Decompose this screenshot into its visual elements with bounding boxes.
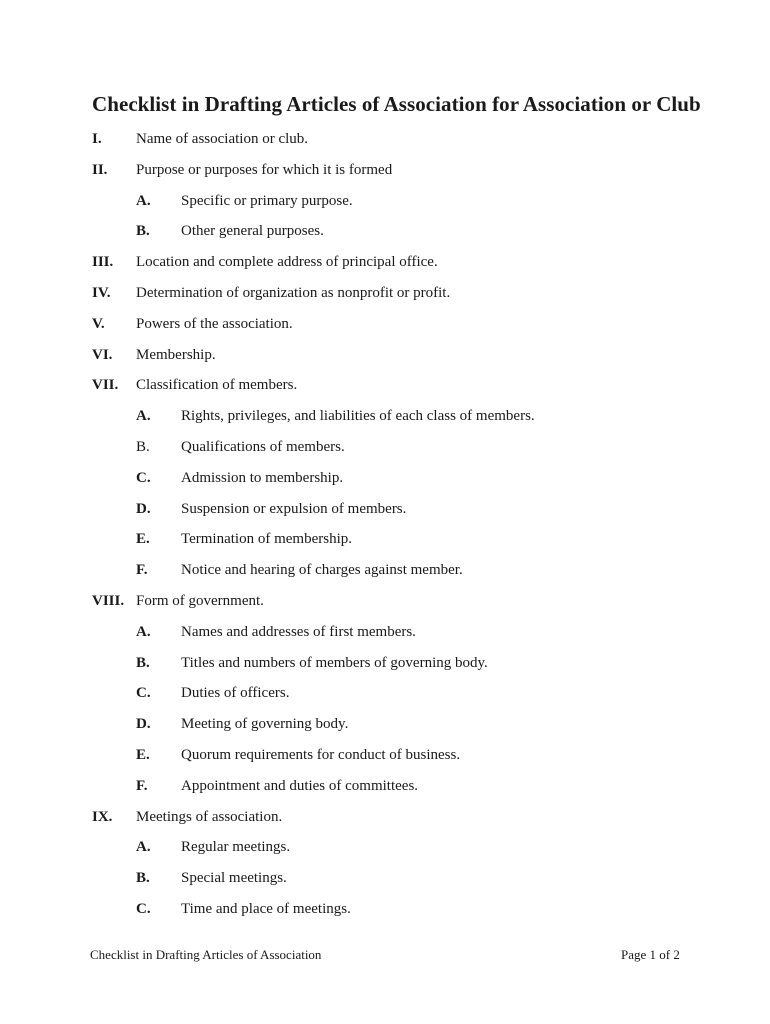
subitem-letter: A.	[136, 192, 151, 209]
subitem-letter: B.	[136, 870, 150, 887]
subitem-text: Other general purposes.	[181, 223, 324, 240]
subitem-text: Titles and numbers of members of governing body.	[181, 654, 488, 671]
subitem-letter: D.	[136, 716, 151, 733]
outline-subitem	[0, 744, 770, 775]
subitem-letter: F.	[136, 562, 148, 579]
item-text: Form of government.	[136, 592, 264, 609]
subitem-text: Names and addresses of first members.	[181, 623, 416, 640]
outline-subitem	[0, 867, 770, 898]
outline-subitem	[0, 836, 770, 867]
outline-item	[0, 590, 770, 621]
outline-item	[0, 128, 770, 159]
item-number: II.	[92, 161, 108, 178]
subitem-text: Qualifications of members.	[181, 438, 345, 455]
outline-item	[0, 159, 770, 190]
item-number: VII.	[92, 377, 119, 394]
subitem-letter: A.	[136, 408, 151, 425]
subitem-letter: A.	[136, 839, 151, 856]
subitem-text: Duties of officers.	[181, 685, 290, 702]
subitem-letter: C.	[136, 469, 151, 486]
outline-subitem	[0, 621, 770, 652]
outline-subitem	[0, 559, 770, 590]
item-text: Name of association or club.	[136, 131, 309, 147]
subitem-letter: E.	[136, 531, 150, 548]
subitem-text: Special meetings.	[181, 870, 287, 887]
outline-subitem	[0, 713, 770, 744]
subitem-text: Specific or primary purpose.	[181, 192, 353, 209]
subitem-text: Appointment and duties of committees.	[181, 777, 419, 794]
subitem-letter: A.	[136, 623, 151, 640]
checklist-outline	[0, 128, 770, 929]
outline-item	[0, 806, 770, 837]
subitem-text: Quorum requirements for conduct of business.	[181, 746, 461, 763]
item-text: Meetings of association.	[136, 808, 283, 825]
subitem-letter: C.	[136, 900, 151, 917]
outline-subitem	[0, 436, 770, 467]
outline-subitem	[0, 775, 770, 806]
outline-subitem	[0, 220, 770, 251]
item-number: V.	[92, 315, 105, 332]
item-text: Classification of members.	[136, 377, 298, 394]
document-title: Checklist in Drafting Articles of Association for Association or Club	[92, 92, 701, 116]
outline-item	[0, 313, 770, 344]
subitem-text: Rights, privileges, and liabilities of each class of members.	[181, 408, 535, 425]
item-text: Powers of the association.	[136, 315, 293, 332]
subitem-text: Regular meetings.	[181, 839, 291, 856]
item-text: Determination of organization as nonprofit or profit.	[136, 284, 451, 301]
footer-page-number: Page 1 of 2	[621, 947, 680, 962]
subitem-text: Suspension or expulsion of members.	[181, 500, 407, 517]
outline-item	[0, 344, 770, 375]
subitem-letter: B.	[136, 654, 150, 671]
subitem-letter: B.	[136, 438, 150, 455]
subitem-text: Notice and hearing of charges against member.	[181, 562, 463, 579]
subitem-text: Time and place of meetings.	[181, 900, 351, 917]
item-text: Purpose or purposes for which it is formed	[136, 161, 393, 178]
item-number: IV.	[92, 284, 111, 301]
item-number: I.	[92, 131, 102, 147]
subitem-letter: E.	[136, 746, 150, 763]
subitem-text: Termination of membership.	[181, 531, 352, 548]
subitem-text: Meeting of governing body.	[181, 716, 349, 733]
subitem-letter: F.	[136, 777, 148, 794]
outline-subitem	[0, 682, 770, 713]
subitem-letter: D.	[136, 500, 151, 517]
outline-subitem	[0, 405, 770, 436]
footer-document-title: Checklist in Drafting Articles of Association	[90, 947, 322, 962]
item-number: IX.	[92, 808, 113, 825]
outline-item	[0, 374, 770, 405]
outline-item	[0, 282, 770, 313]
outline-item	[0, 251, 770, 282]
outline-subitem	[0, 190, 770, 221]
subitem-letter: B.	[136, 223, 150, 240]
outline-subitem	[0, 528, 770, 559]
item-text: Membership.	[136, 346, 216, 363]
outline-subitem	[0, 467, 770, 498]
item-text: Location and complete address of principal office.	[136, 254, 438, 271]
outline-subitem	[0, 498, 770, 529]
item-number: III.	[92, 254, 114, 271]
subitem-text: Admission to membership.	[181, 469, 344, 486]
item-number: VI.	[92, 346, 113, 363]
outline-subitem	[0, 898, 770, 929]
subitem-letter: C.	[136, 685, 151, 702]
item-number: VIII.	[92, 592, 125, 609]
outline-subitem	[0, 652, 770, 683]
